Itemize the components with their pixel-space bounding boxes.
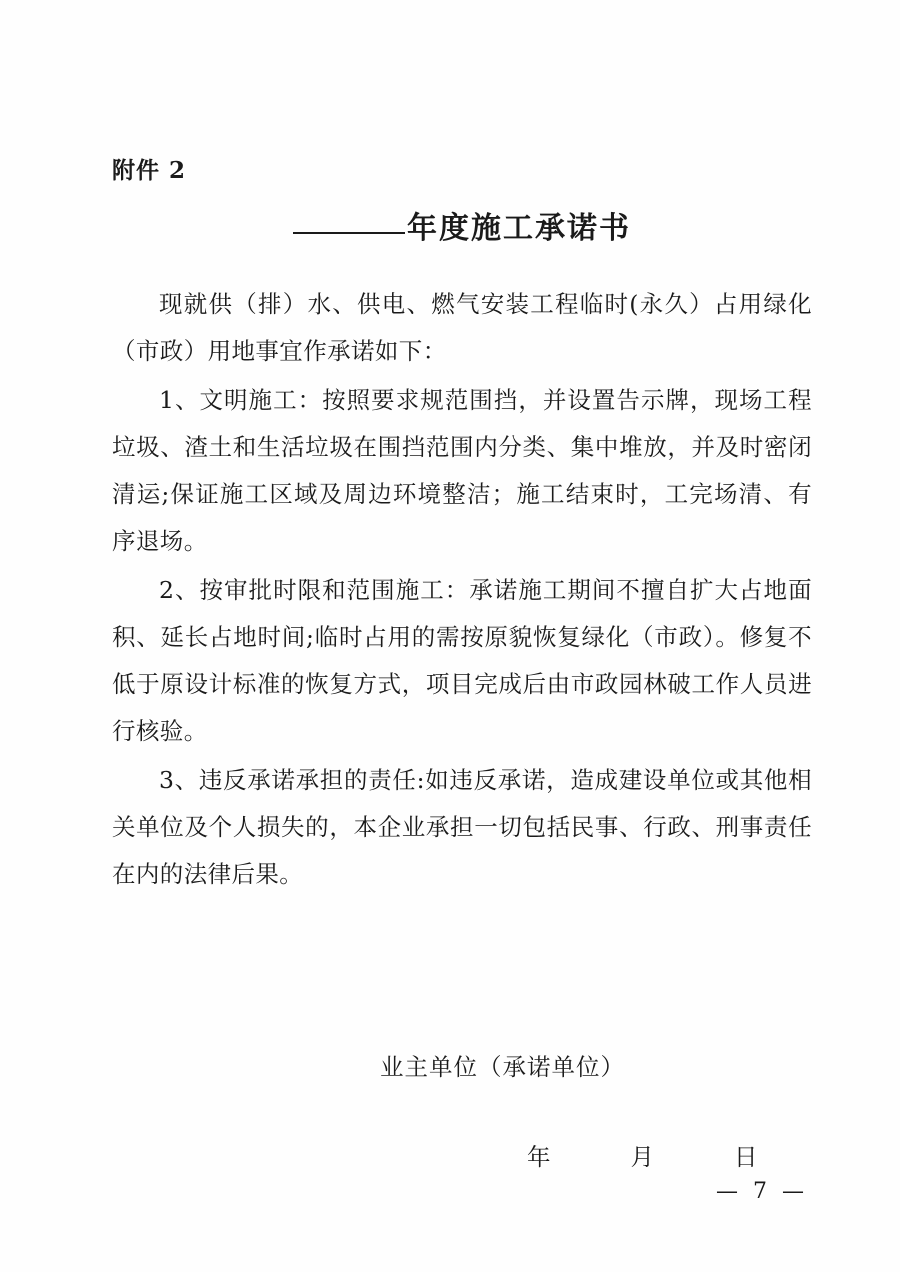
date-year-label: 年 bbox=[527, 1143, 552, 1171]
date-day-label: 日 bbox=[733, 1143, 759, 1171]
page-number: — 7 — bbox=[716, 1179, 808, 1204]
body-text bbox=[112, 281, 812, 898]
page-title bbox=[112, 203, 812, 247]
signature-owner-unit: 业主单位（承诺单位） bbox=[380, 1053, 625, 1081]
paragraph-item-3: 3、违反承诺承担的责任:如违反承诺，造成建设单位或其他相关单位及个人损失的，本企业承担一切包括民事、行政、刑事责任在内的法律后果。 bbox=[112, 766, 812, 888]
signature-date-line bbox=[112, 1138, 812, 1172]
attachment-label: 附件 2 bbox=[112, 157, 187, 184]
title-blank-underline bbox=[293, 232, 405, 234]
title-text: 年度施工承诺书 bbox=[407, 211, 631, 246]
paragraph-item-2: 2、按审批时限和范围施工：承诺施工期间不擅自扩大占地面积、延长占地时间;临时占用的需按原貌恢复绿化（市政）。修复不低于原设计标准的恢复方式，项目完成后由市政园林破工作人员进行核验。 bbox=[112, 576, 812, 745]
paragraph-intro: 现就供（排）水、供电、燃气安装工程临时(永久）占用绿化（市政）用地事宜作承诺如下： bbox=[112, 290, 812, 365]
paragraph-item-1: 1、文明施工：按照要求规范围挡，并设置告示牌，现场工程垃圾、渣土和生活垃圾在围挡范围内分类、集中堆放，并及时密闭清运;保证施工区域及周边环境整洁；施工结束时，工完场清、有序退场。 bbox=[112, 386, 812, 555]
date-month-label: 月 bbox=[630, 1143, 655, 1171]
document-content bbox=[112, 0, 812, 1172]
signature-block bbox=[112, 1048, 812, 1172]
